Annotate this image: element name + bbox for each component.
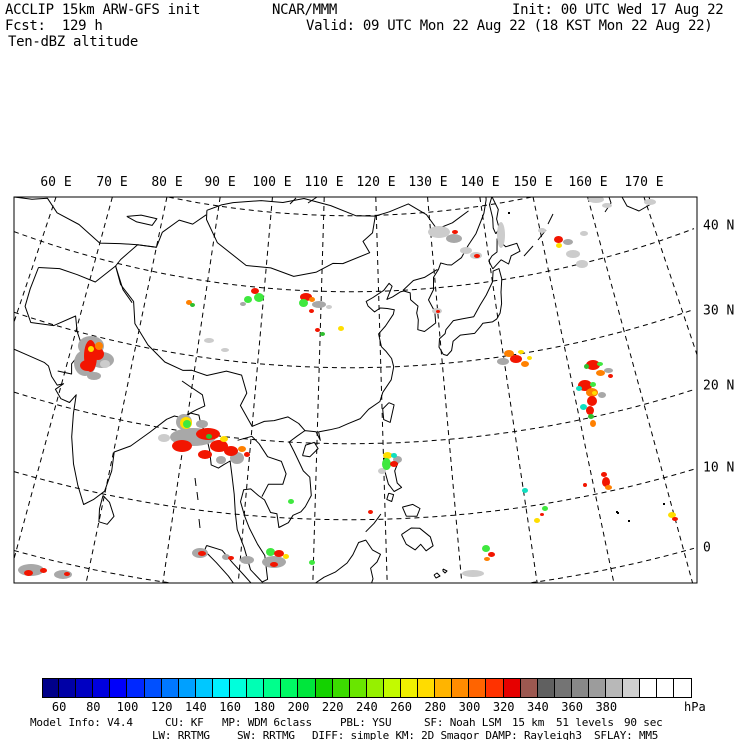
- config-item: 90 sec: [624, 716, 663, 729]
- colorbar-cell: [538, 678, 555, 698]
- field-name: Ten-dBZ altitude: [8, 34, 139, 50]
- colorbar-cell: [589, 678, 606, 698]
- pressure-colorbar: [42, 678, 692, 698]
- colorbar-cell: [521, 678, 538, 698]
- lat-label: 10 N: [703, 460, 735, 476]
- config-item: SW: RRTMG: [237, 729, 295, 740]
- lon-label: 150 E: [513, 175, 553, 190]
- colorbar-cell: [316, 678, 333, 698]
- colorbar-cell: [196, 678, 213, 698]
- colorbar-cell: [281, 678, 298, 698]
- colorbar-cell: [504, 678, 521, 698]
- colorbar-cell: [469, 678, 486, 698]
- config-item: 15 km: [512, 716, 545, 729]
- colorbar-cell: [674, 678, 691, 698]
- colorbar-cell: [145, 678, 162, 698]
- colorbar-cell: [264, 678, 281, 698]
- colorbar-cell: [452, 678, 469, 698]
- colorbar-cell: [110, 678, 127, 698]
- colorbar-tick-label: 140: [185, 700, 207, 714]
- colorbar-tick-label: 300: [458, 700, 481, 714]
- colorbar-tick-label: 380: [595, 700, 618, 714]
- lon-label: 80 E: [151, 175, 183, 190]
- colorbar-unit: hPa: [684, 700, 706, 714]
- colorbar-tick-label: 240: [356, 700, 378, 714]
- lat-label: 0: [703, 540, 711, 556]
- colorbar-tick-label: 200: [287, 700, 310, 714]
- coastlines: [12, 186, 651, 603]
- lat-label: 20 N: [703, 378, 735, 394]
- colorbar-cell: [350, 678, 367, 698]
- valid-time: Valid: 09 UTC Mon 22 Aug 22 (18 KST Mon 22 Aug 22): [306, 18, 713, 34]
- colorbar-cell: [333, 678, 350, 698]
- colorbar-cell: [213, 678, 230, 698]
- colorbar-tick-label: 180: [253, 700, 276, 714]
- lon-label: 110 E: [304, 175, 344, 190]
- colorbar-cell: [640, 678, 657, 698]
- config-item: PBL: YSU: [340, 716, 392, 729]
- colorbar-tick-label: 320: [492, 700, 515, 714]
- colorbar-cell: [572, 678, 589, 698]
- colorbar-cell: [401, 678, 418, 698]
- lat-label: 30 N: [703, 303, 735, 319]
- colorbar-cell: [93, 678, 110, 698]
- model-title: ACCLIP 15km ARW-GFS init: [5, 2, 201, 18]
- colorbar-tick-label: 280: [424, 700, 447, 714]
- colorbar-cell: [42, 678, 59, 698]
- lon-label: 140 E: [460, 175, 500, 190]
- colorbar-cell: [59, 678, 76, 698]
- colorbar-cell: [179, 678, 196, 698]
- lon-label: 100 E: [252, 175, 292, 190]
- config-item: CU: KF: [165, 716, 204, 729]
- lat-label: 40 N: [703, 218, 735, 234]
- colorbar-cell: [162, 678, 179, 698]
- lon-label: 60 E: [40, 175, 72, 190]
- colorbar-cell: [623, 678, 640, 698]
- colorbar-cell: [384, 678, 401, 698]
- colorbar-cell: [555, 678, 572, 698]
- colorbar-cell: [657, 678, 674, 698]
- colorbar-tick-label: 260: [390, 700, 412, 714]
- colorbar-cell: [127, 678, 144, 698]
- colorbar-tick-label: 340: [527, 700, 549, 714]
- config-item: 51 levels: [556, 716, 614, 729]
- config-item: LW: RRTMG: [152, 729, 210, 740]
- init-time: Init: 00 UTC Wed 17 Aug 22: [512, 2, 724, 18]
- lon-label: 160 E: [568, 175, 608, 190]
- config-item: Model Info: V4.4: [30, 716, 133, 729]
- lon-label: 170 E: [624, 175, 664, 190]
- forecast-hour: Fcst: 129 h: [5, 18, 103, 34]
- colorbar-tick-label: 80: [86, 700, 101, 714]
- colorbar-cell: [435, 678, 452, 698]
- colorbar-cell: [367, 678, 384, 698]
- lon-label: 70 E: [96, 175, 128, 190]
- colorbar-cell: [606, 678, 623, 698]
- colorbar-tick-label: 100: [116, 700, 139, 714]
- colorbar-cell: [298, 678, 315, 698]
- colorbar-tick-label: 360: [561, 700, 583, 714]
- config-item: MP: WDM 6class: [222, 716, 312, 729]
- config-item: SFLAY: MM5: [594, 729, 659, 740]
- config-item: DIFF: simple KM: 2D Smagor DAMP: Rayleigh3: [312, 729, 582, 740]
- colorbar-tick-label: 120: [150, 700, 173, 714]
- config-item: SF: Noah LSM: [424, 716, 502, 729]
- colorbar-tick-label: 60: [51, 700, 67, 714]
- echo-top-blobs: [18, 196, 678, 579]
- lon-label: 90 E: [204, 175, 236, 190]
- lon-label: 130 E: [408, 175, 448, 190]
- colorbar-cell: [486, 678, 503, 698]
- lon-label: 120 E: [356, 175, 396, 190]
- graticule: [0, 147, 740, 596]
- org-label: NCAR/MMM: [272, 2, 338, 18]
- colorbar-tick-label: 220: [321, 700, 344, 714]
- colorbar-tick-label: 160: [219, 700, 241, 714]
- colorbar-cell: [247, 678, 264, 698]
- colorbar-cell: [230, 678, 247, 698]
- colorbar-cell: [76, 678, 93, 698]
- colorbar-cell: [418, 678, 435, 698]
